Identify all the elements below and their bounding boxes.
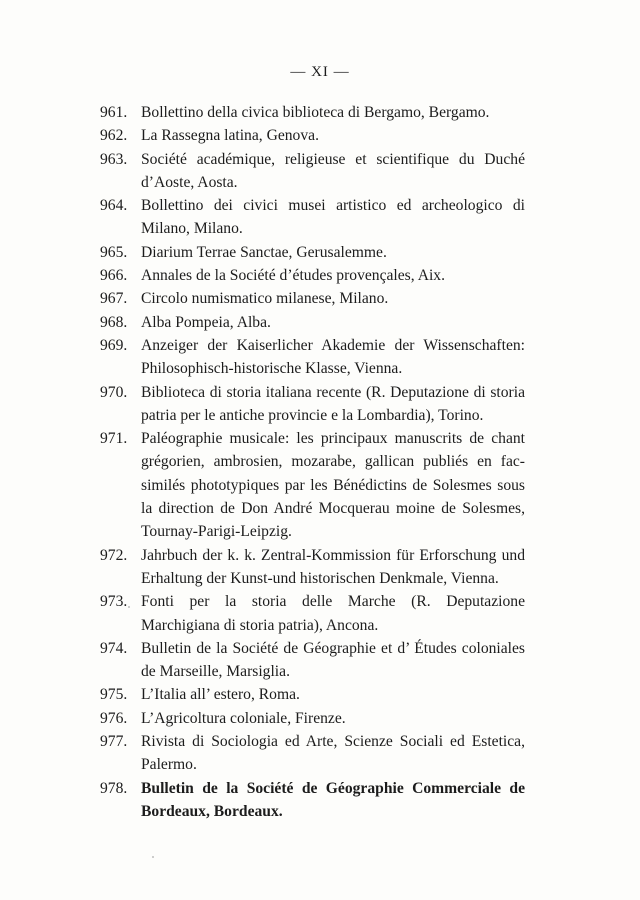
list-item [100,124,525,147]
entry-text: Bollettino della civica biblioteca di Bergamo, Bergamo. [141,104,490,121]
entry-text: Bulletin de la Société de Géographie Commerciale de Bordeaux, Bordeaux. [141,779,525,820]
list-item [100,287,525,310]
list-item [100,427,525,543]
list-item [100,707,525,730]
entry-number: 963. [100,150,128,168]
entry-number: 969. [100,336,128,354]
list-item [100,241,525,264]
list-item [100,101,525,124]
entry-text: Jahrbuch der k. k. Zentral-Kommission für Erforschung und Erhaltung der Kunst-und historischen Denkmale, Vienna. [141,546,525,587]
list-item [100,194,525,241]
list-item [100,334,525,381]
list-item [100,311,525,334]
entry-text: Rivista di Sociologia ed Arte, Scienze Sociali ed Estetica, Palermo. [141,733,525,774]
paper-speck [128,606,130,608]
paper-speck [152,856,154,858]
entry-number: 976. [100,709,128,727]
list-item [100,544,525,591]
entry-text: Bulletin de la Société de Géographie et d’ Études coloniales de Marseille, Marsiglia. [141,639,525,681]
list-item [100,777,525,824]
entry-number: 964. [100,197,128,215]
periodicals-list [100,101,525,823]
entry-text: Anzeiger der Kaiserlicher Akademie der Wissenschaften: Philosophisch-historische Klasse, Vienna. [141,336,525,378]
list-item [100,148,525,195]
entry-text: L’Italia all’ estero, Roma. [141,686,300,704]
entry-text: Circolo numismatico milanese, Milano. [141,290,389,308]
list-item [100,381,525,428]
list-item [100,730,525,777]
entry-number: 970. [100,383,128,401]
entry-number: 974. [100,639,128,657]
list-item [100,590,525,637]
list-item [100,683,525,706]
entry-text: Biblioteca di storia italiana recente (R. Deputazione di storia patria per le antiche provincie e la Lombardia), Torino. [141,383,525,424]
entry-number: 977. [100,733,128,751]
page-number-header: — XI — [290,64,350,80]
entry-number: 975. [100,686,128,704]
entry-text: La Rassegna latina, Genova. [141,127,319,145]
entry-text: Société académique, religieuse et scientifique du Duché d’Aoste, Aosta. [141,150,525,191]
entry-number: 967. [100,290,128,308]
entry-number: 978. [100,779,128,797]
entry-text: Bollettino dei civici musei artistico ed archeologico di Milano, Milano. [141,197,525,238]
entry-text: Paléographie musicale: les principaux manuscrits de chant grégorien, ambrosien, mozarabe, gallican publiés en fac-similés phototypiques par les Bénédictins de Solesmes sous la direction de Don André Mocquerau moine de Solesmes, Tournay-Parigi-Leipzig. [141,430,525,541]
entry-number: 966. [100,267,128,285]
entry-number: 962. [100,127,128,145]
entry-number: 972. [100,546,128,564]
entry-number: 971. [100,430,128,448]
entry-number: 968. [100,313,128,331]
entry-text: Diarium Terrae Sanctae, Gerusalemme. [141,243,387,261]
entry-text: L’Agricoltura coloniale, Firenze. [141,709,346,727]
entry-text: Alba Pompeia, Alba. [141,313,271,331]
list-item [100,264,525,287]
entry-number: 961. [100,104,128,121]
entry-text: Annales de la Société d’études provençales, Aix. [141,267,445,285]
entry-text: Fonti per la storia delle Marche (R. Deputazione Marchigiana di storia patria), Ancona. [141,593,525,634]
list-item [100,637,525,684]
entry-number: 973. [100,593,128,611]
entry-number: 965. [100,243,128,261]
